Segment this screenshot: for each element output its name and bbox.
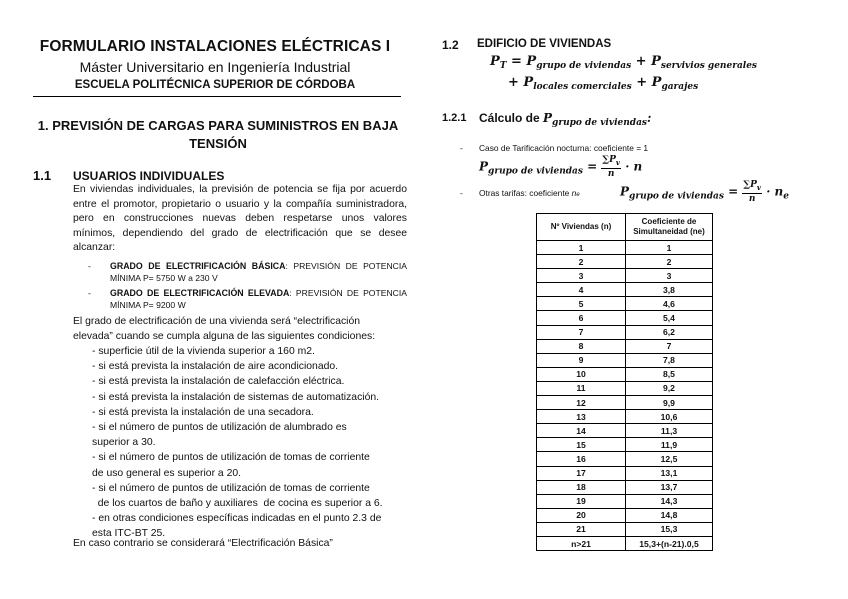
- case-other-text: [479, 188, 580, 198]
- condition-item: superior a 30.: [92, 437, 156, 449]
- cell-viviendas: 7: [537, 325, 626, 339]
- condition-item: - si está prevista la instalación de aire acondicionado.: [92, 361, 339, 373]
- section-1-title-line2: TENSIÓN: [189, 136, 247, 151]
- section-1-1-title: USUARIOS INDIVIDUALES: [73, 169, 225, 183]
- cell-coeficiente: 14,8: [626, 508, 713, 522]
- cell-viviendas: 13: [537, 410, 626, 424]
- bullet-basic-rest: : PREVISIÓN DE POTENCIA MÍNIMA P= 5750 W a 230 V: [110, 261, 408, 283]
- cell-coeficiente: 7,8: [626, 353, 713, 367]
- header-viviendas: Nº Viviendas (n): [537, 214, 626, 241]
- table-row: [537, 480, 713, 494]
- cell-coeficiente: 7: [626, 339, 713, 353]
- condition-item: - si el número de puntos de utilización de tomas de corriente: [92, 482, 370, 494]
- table-row: [537, 255, 713, 269]
- cell-coeficiente: 13,1: [626, 466, 713, 480]
- elevated-line-1: El grado de electrificación de una vivienda será “electrificación: [73, 316, 361, 327]
- cell-viviendas: 4: [537, 283, 626, 297]
- table-header-row: [537, 214, 713, 241]
- section-1-title-line1: 1. PREVISIÓN DE CARGAS PARA SUMINISTROS EN BAJA: [37, 118, 399, 133]
- section-1-1-number: 1.1: [33, 168, 52, 183]
- cell-viviendas: n>21: [537, 536, 626, 550]
- bullet-dash: -: [88, 288, 91, 298]
- table-row: [537, 367, 713, 381]
- section-1-heading: [33, 117, 403, 153]
- condition-item: - si está prevista la instalación de calefacción eléctrica.: [92, 376, 345, 388]
- table-row: [537, 438, 713, 452]
- conditions-list: [92, 344, 412, 542]
- case-other-tail-sub: e: [783, 191, 790, 202]
- cell-viviendas: 8: [537, 339, 626, 353]
- case-other-coef: ne: [571, 188, 580, 198]
- table-row: [537, 353, 713, 367]
- bullet-elevated-bold: GRADO DE ELECTRIFICACIÓN ELEVADA: [110, 288, 290, 298]
- table-row: [537, 339, 713, 353]
- condition-item: - si está prevista la instalación de una secadora.: [92, 406, 314, 418]
- section-1-2-title: EDIFICIO DE VIVIENDAS: [477, 38, 612, 50]
- table-row: [537, 424, 713, 438]
- case-other-tail: · n: [766, 184, 784, 199]
- cell-coeficiente: 9,2: [626, 381, 713, 395]
- cell-coeficiente: 4,6: [626, 297, 713, 311]
- header-coeficiente: Coeficiente de Simultaneidad (ne): [626, 214, 713, 241]
- bullet-basic-bold: GRADO DE ELECTRIFICACIÓN BÁSICA: [110, 261, 286, 271]
- frac-den: n: [748, 194, 756, 204]
- cell-coeficiente: 8,5: [626, 367, 713, 381]
- cell-coeficiente: 12,5: [626, 452, 713, 466]
- cell-coeficiente: 5,4: [626, 311, 713, 325]
- table-row: [537, 269, 713, 283]
- cell-viviendas: 12: [537, 396, 626, 410]
- frac-num: ∑P: [602, 155, 616, 165]
- section-1-1-intro: En viviendas individuales, la previsión de potencia se fija por acuerdo entre el promotor, propietario o usuario y la compañía suministradora, pero en construcciones nuevas deben respetarse unos valores mínimos, dependiendo del grado de electrificación que se desee alcanzar:: [73, 184, 407, 254]
- section-1-2-number: 1.2: [442, 38, 459, 52]
- total-power-equation-line2: + $P_{locales comerciales} + P_{garajes}$: [508, 75, 699, 92]
- cell-viviendas: 14: [537, 424, 626, 438]
- cell-coeficiente: 15,3+(n-21).0,5: [626, 536, 713, 550]
- case-night-text: Caso de Tarificación nocturna: coeficiente = 1: [479, 143, 649, 153]
- bullet-elevated-rest: : PREVISIÓN DE POTENCIA MÍNIMA P= 9200 W: [110, 288, 408, 310]
- condition-item: - en otras condiciones específicas indicadas en el punto 2.3 de: [92, 513, 382, 525]
- case-night-dash: -: [460, 143, 463, 153]
- table-row: [537, 410, 713, 424]
- eq-term-sub: grupo de viviendas: [552, 118, 647, 128]
- condition-item: de uso general es superior a 20.: [92, 467, 242, 479]
- cell-viviendas: 5: [537, 297, 626, 311]
- eq-lhs-sub: T: [499, 61, 507, 71]
- cell-viviendas: 18: [537, 480, 626, 494]
- cell-viviendas: 19: [537, 494, 626, 508]
- school-name: ESCUELA POLITÉCNICA SUPERIOR DE CÓRDOBA: [74, 79, 356, 91]
- cell-viviendas: 9: [537, 353, 626, 367]
- cell-viviendas: 21: [537, 522, 626, 536]
- condition-item: - si el número de puntos de utilización de tomas de corriente: [92, 452, 370, 464]
- condition-item: esta ITC-BT 25.: [92, 528, 166, 540]
- condition-item: - si el número de puntos de utilización de alumbrado es: [92, 422, 347, 434]
- cell-viviendas: 20: [537, 508, 626, 522]
- table-row: [537, 452, 713, 466]
- eq-term-sub: locales comerciales: [533, 82, 632, 92]
- table-row: [537, 466, 713, 480]
- eq-lhs: P: [490, 54, 500, 69]
- case-other-formula: $P_{grupo de viviendas}$ = $\frac{\sum P_v}{n}$ · $n_e$: [620, 180, 790, 204]
- case-night-formula: $P_{grupo de viviendas}$ = $\frac{\sum P_v}{n}$ · n: [479, 155, 643, 179]
- table-row: [537, 381, 713, 395]
- frac-den: n: [607, 169, 615, 179]
- cell-coeficiente: 9,9: [626, 396, 713, 410]
- case-night-tail: · n: [625, 159, 643, 174]
- cell-viviendas: 15: [537, 438, 626, 452]
- section-1-2-1-title-prefix: Cálculo de: [479, 111, 544, 125]
- section-1-2-1-number: 1.2.1: [442, 112, 467, 124]
- cell-viviendas: 1: [537, 241, 626, 255]
- cell-viviendas: 16: [537, 452, 626, 466]
- cell-coeficiente: 13,7: [626, 480, 713, 494]
- document-subtitle: Máster Universitario en Ingeniería Industrial: [79, 59, 351, 75]
- simultaneity-table: [536, 213, 713, 551]
- table-row: [537, 536, 713, 550]
- cell-viviendas: 3: [537, 269, 626, 283]
- frac-num: ∑P: [743, 180, 757, 190]
- table-row: [537, 508, 713, 522]
- header-divider: [33, 96, 401, 97]
- table-row: [537, 522, 713, 536]
- eq-term-sub: servivios generales: [660, 61, 757, 71]
- frac-num-sub: v: [615, 158, 620, 167]
- case-other-dash: -: [460, 188, 463, 198]
- table-row: [537, 283, 713, 297]
- section-1-2-1-title: Cálculo de $P_{grupo de viviendas}$:: [479, 111, 652, 128]
- eq-term-sub: grupo de viviendas: [536, 61, 632, 71]
- condition-item: de los cuartos de baño y auxiliares de cocina es superior a 6.: [92, 498, 383, 510]
- cell-coeficiente: 3,8: [626, 283, 713, 297]
- table-row: [537, 241, 713, 255]
- eq-term-sub: garajes: [661, 82, 699, 92]
- cell-coeficiente: 15,3: [626, 522, 713, 536]
- cell-coeficiente: 11,3: [626, 424, 713, 438]
- frac-num-sub: v: [756, 183, 761, 192]
- table-row: [537, 396, 713, 410]
- total-power-equation-line1: $P_T = P_{grupo de viviendas} + P_{servivios generales}$: [490, 54, 757, 71]
- cell-viviendas: 10: [537, 367, 626, 381]
- bullet-dash: -: [88, 261, 91, 271]
- table-row: [537, 311, 713, 325]
- cell-coeficiente: 11,9: [626, 438, 713, 452]
- cell-viviendas: 11: [537, 381, 626, 395]
- bullet-elevated: [88, 287, 408, 311]
- cell-coeficiente: 3: [626, 269, 713, 283]
- case-other-label: Otras tarifas: coeficiente: [479, 188, 572, 198]
- elevated-line-2: elevada” cuando se cumpla alguna de las siguientes condiciones:: [73, 331, 376, 342]
- table-row: [537, 297, 713, 311]
- cell-coeficiente: 10,6: [626, 410, 713, 424]
- document-title: FORMULARIO INSTALACIONES ELÉCTRICAS I: [39, 38, 391, 55]
- cell-coeficiente: 2: [626, 255, 713, 269]
- condition-item: - si está prevista la instalación de sistemas de automatización.: [92, 391, 380, 403]
- table-row: [537, 494, 713, 508]
- table-row: [537, 325, 713, 339]
- cell-coeficiente: 1: [626, 241, 713, 255]
- cell-viviendas: 2: [537, 255, 626, 269]
- condition-item: - superficie útil de la vivienda superior a 160 m2.: [92, 346, 315, 357]
- bullet-basic: [88, 260, 408, 284]
- cell-coeficiente: 14,3: [626, 494, 713, 508]
- closing-text: En caso contrario se considerará “Electrificación Básica”: [73, 538, 333, 549]
- cell-coeficiente: 6,2: [626, 325, 713, 339]
- eq-term-sub: grupo de viviendas: [488, 166, 583, 177]
- eq-term-sub: grupo de viviendas: [629, 191, 724, 202]
- cell-viviendas: 17: [537, 466, 626, 480]
- cell-viviendas: 6: [537, 311, 626, 325]
